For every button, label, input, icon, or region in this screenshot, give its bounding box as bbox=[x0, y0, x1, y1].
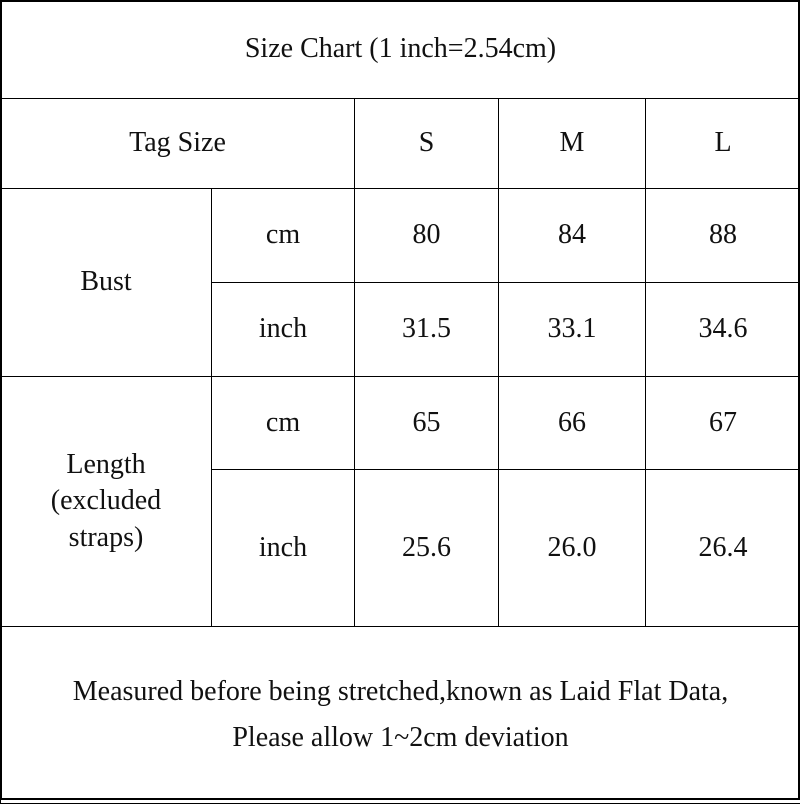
size-header-m: M bbox=[499, 99, 646, 189]
length-inch-unit: inch bbox=[212, 470, 355, 627]
bust-inch-unit: inch bbox=[212, 283, 355, 377]
bust-inch-m: 33.1 bbox=[499, 283, 646, 377]
length-label-line-2: (excluded bbox=[1, 483, 211, 519]
size-header-l: L bbox=[646, 99, 800, 189]
bust-cm-s: 80 bbox=[355, 189, 499, 283]
length-cm-unit: cm bbox=[212, 377, 355, 470]
bust-label: Bust bbox=[1, 189, 212, 377]
length-cm-s: 65 bbox=[355, 377, 499, 470]
length-inch-s: 25.6 bbox=[355, 470, 499, 627]
length-label-line-3: straps) bbox=[1, 520, 211, 556]
length-cm-m: 66 bbox=[499, 377, 646, 470]
bust-cm-unit: cm bbox=[212, 189, 355, 283]
note-line-1: Measured before being stretched,known as Laid Flat Data, bbox=[1, 669, 800, 715]
chart-title: Size Chart (1 inch=2.54cm) bbox=[1, 1, 800, 99]
length-cm-l: 67 bbox=[646, 377, 800, 470]
bust-inch-s: 31.5 bbox=[355, 283, 499, 377]
tag-size-label: Tag Size bbox=[1, 99, 355, 189]
note-line-2: Please allow 1~2cm deviation bbox=[1, 715, 800, 761]
bust-inch-l: 34.6 bbox=[646, 283, 800, 377]
length-inch-m: 26.0 bbox=[499, 470, 646, 627]
bust-cm-m: 84 bbox=[499, 189, 646, 283]
size-header-s: S bbox=[355, 99, 499, 189]
length-label-line-1: Length bbox=[1, 447, 211, 483]
length-inch-l: 26.4 bbox=[646, 470, 800, 627]
bust-cm-l: 88 bbox=[646, 189, 800, 283]
